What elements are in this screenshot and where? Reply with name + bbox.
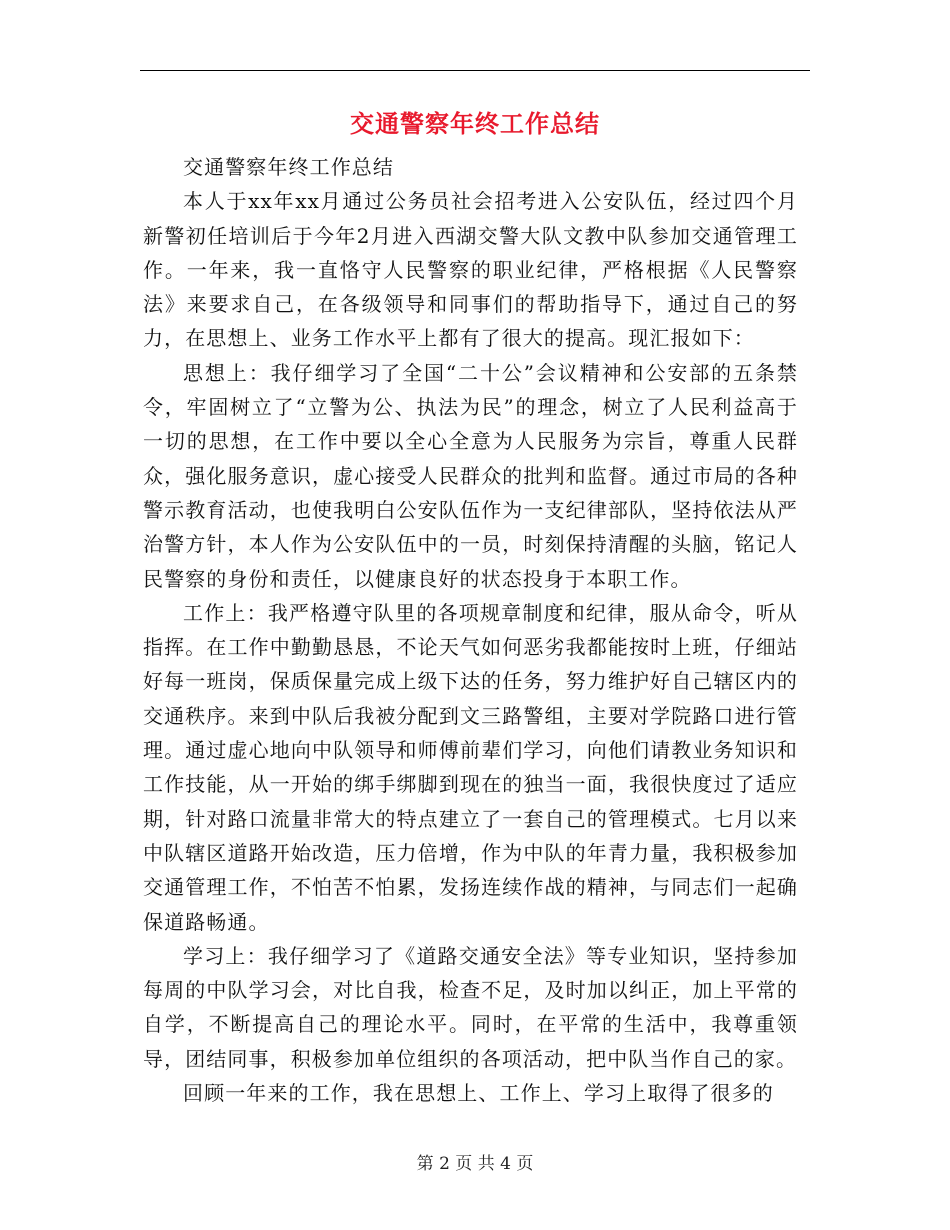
intro-paragraph: 本人于xx年xx月通过公务员社会招考进入公安队伍，经过四个月新警初任培训后于今年2月进入西湖交警大队文教中队参加交通管理工作。一年来，我一直恪守人民警察的职业纪律，严格根据《人民警察法》来要求自己，在各级领导和同事们的帮助指导下，通过自己的努力，在思想上、业务工作水平上都有了很大的提高。现汇报如下：	[143, 189, 798, 351]
study-paragraph: 学习上：我仔细学习了《道路交通安全法》等专业知识，坚持参加每周的中队学习会，对比自我，检查不足，及时加以纠正，加上平常的自学，不断提高自己的理论水平。同时，在平常的生活中，我尊重领导，团结同事，积极参加单位组织的各项活动，把中队当作自己的家。	[143, 943, 798, 1071]
page-footer	[0, 1152, 950, 1176]
page-number: 第 2 页 共 4 页	[416, 1154, 534, 1174]
work-paragraph: 工作上：我严格遵守队里的各项规章制度和纪律，服从命令，听从指挥。在工作中勤勤恳恳，不论天气如何恶劣我都能按时上班，仔细站好每一班岗，保质保量完成上级下达的任务，努力维护好自己辖区内的交通秩序。来到中队后我被分配到文三路警组，主要对学院路口进行管理。通过虚心地向中队领导和师傅前辈们学习，向他们请教业务知识和工作技能，从一开始的绑手绑脚到现在的独当一面，我很快度过了适应期，针对路口流量非常大的特点建立了一套自己的管理模式。七月以来中队辖区道路开始改造，压力倍增，作为中队的年青力量，我积极参加交通管理工作，不怕苦不怕累，发扬连续作战的精神，与同志们一起确保道路畅通。	[143, 600, 798, 934]
review-paragraph: 回顾一年来的工作，我在思想上、工作上、学习上取得了很多的	[183, 1081, 774, 1106]
document-body	[143, 150, 798, 1110]
ideology-paragraph: 思想上：我仔细学习了全国“二十公”会议精神和公安部的五条禁令，牢固树立了“立警为公、执法为民”的理念，树立了人民利益高于一切的思想，在工作中要以全心全意为人民服务为宗旨，尊重人民群众，强化服务意识，虚心接受人民群众的批判和监督。通过市局的各种警示教育活动，也使我明白公安队伍作为一支纪律部队，坚持依法从严治警方针，本人作为公安队伍中的一员，时刻保持清醒的头脑，铭记人民警察的身份和责任，以健康良好的状态投身于本职工作。	[143, 360, 798, 591]
subtitle-paragraph: 交通警察年终工作总结	[183, 155, 394, 179]
document-title: 交通警察年终工作总结	[350, 109, 600, 138]
header-rule	[140, 70, 810, 71]
